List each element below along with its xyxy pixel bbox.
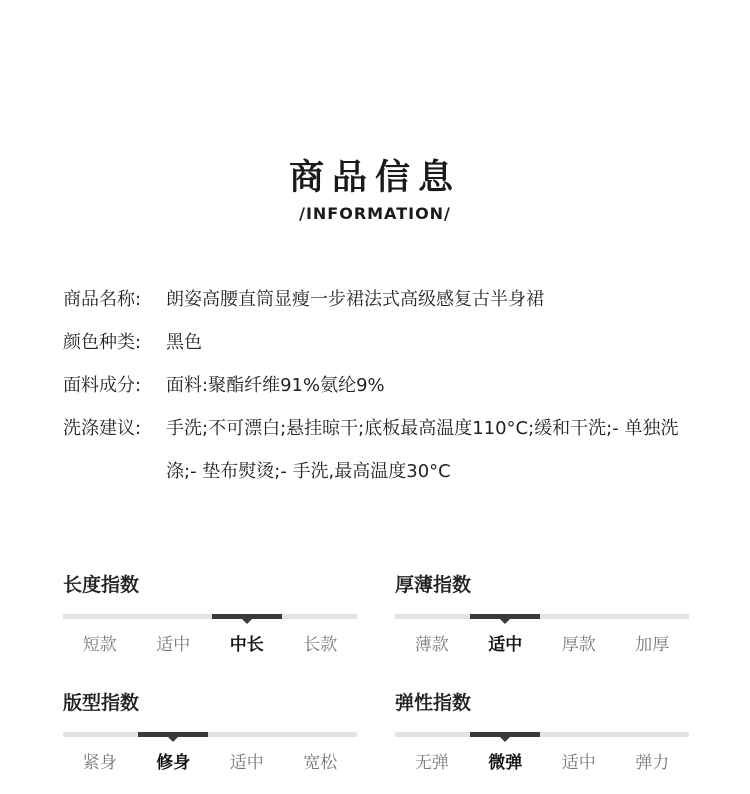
info-value: 黑色 [166,332,202,353]
metric-option: 宽松 [303,753,338,773]
metric-option: 适中 [229,753,264,773]
elasticity-index [395,688,689,773]
info-row-color [63,321,703,364]
info-value: 手洗;不可漂白;悬挂晾干;底板最高温度110°C;缓和干洗;- 单独洗涤;- 垫布熨烫;- 手洗,最高温度30°C [166,418,679,482]
info-label: 洗涤建议: [63,418,142,439]
metric-option: 适中 [561,753,596,773]
metric-indicator [470,732,540,737]
metric-option: 中长 [229,635,264,655]
metric-title: 长度指数 [63,574,140,596]
info-label: 商品名称: [63,289,142,310]
metric-track [395,614,689,619]
metric-indicator [138,732,208,737]
metric-title: 弹性指数 [395,692,472,714]
info-row-material [63,364,703,407]
metric-option: 长款 [303,635,338,655]
metric-option: 加厚 [635,635,670,655]
metric-option: 紧身 [82,753,117,773]
metric-option: 短款 [82,635,117,655]
metric-option: 适中 [488,635,523,655]
metric-track [395,732,689,737]
info-label: 颜色种类: [63,332,142,353]
metric-title: 版型指数 [63,692,140,714]
metric-option: 厚款 [561,635,596,655]
metric-option: 弹力 [635,753,670,773]
metric-title: 厚薄指数 [395,574,472,596]
thickness-index [395,570,689,655]
metric-option: 适中 [156,635,191,655]
metric-option: 微弹 [488,753,523,773]
page-title: 商品信息 [288,158,461,198]
fit-index [63,688,357,773]
metric-track [63,732,357,737]
metric-indicator [212,614,282,619]
metric-option: 无弹 [414,753,449,773]
metric-indicator [470,614,540,619]
metric-track [63,614,357,619]
info-row-care [63,407,703,493]
product-info [63,278,703,493]
info-value: 朗姿高腰直筒显瘦一步裙法式高级感复古半身裙 [166,289,544,310]
page-subtitle: /INFORMATION/ [299,204,451,223]
metric-option: 修身 [156,753,191,773]
info-label: 面料成分: [63,375,142,396]
metric-option: 薄款 [414,635,449,655]
info-value: 面料:聚酯纤维91%氨纶9% [166,375,385,396]
info-row-name [63,278,703,321]
length-index [63,570,357,655]
